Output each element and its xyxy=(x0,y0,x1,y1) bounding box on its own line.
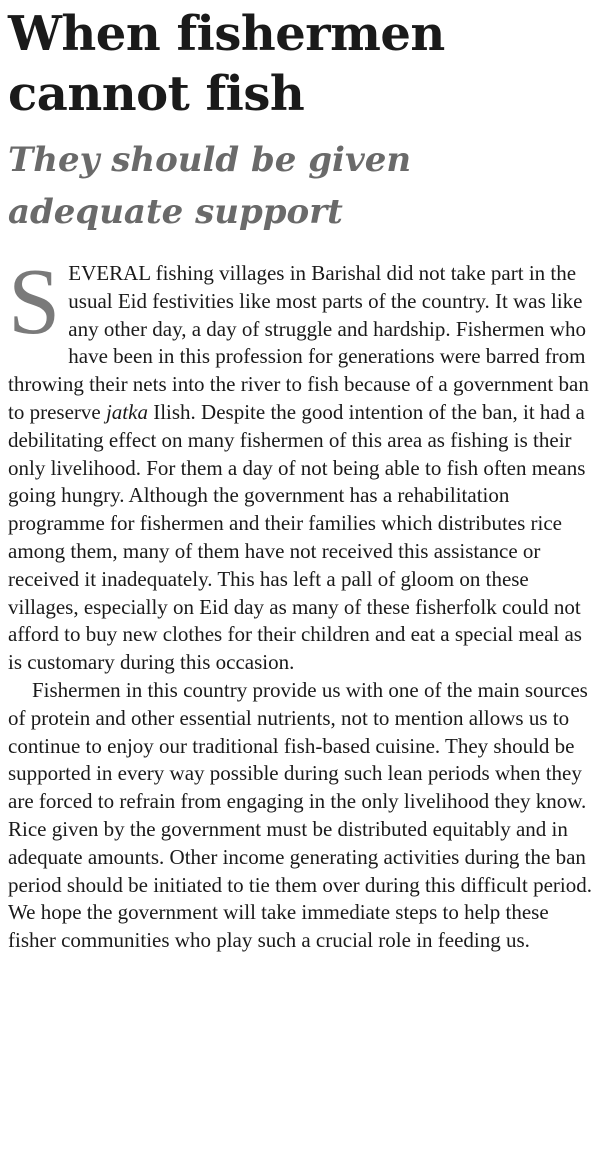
paragraph-2: Fishermen in this country provide us with one of the main sources of protein and other essential nutrients, not to mention allows us to continue to enjoy our traditional fish-based cuisine. They should be supported in every way possible during such lean periods when they are forced to refrain from engaging in the only livelihood they know. Rice given by the government must be distributed equitably and in adequate amounts. Other income generating activities during the ban period should be initiated to tie them over during this difficult period. We hope the government will take immediate steps to help these fisher communities who play such a crucial role in feeding us. xyxy=(8,677,593,953)
editorial-article xyxy=(8,4,600,955)
paragraph-1-text-a: EVERAL fishing villages in Barishal did not take part in the usual Eid festivities like most parts of the country. It was like any other day, a day of struggle and hardship. Fishermen who have been in this profession for generations were barred from throwing their nets into the river to fish because of a government ban to preserve xyxy=(8,261,589,424)
paragraph-1 xyxy=(8,250,600,677)
headline: When fishermen cannot fish xyxy=(8,6,445,122)
paragraph-1-italic: jatka xyxy=(105,399,148,424)
article-body xyxy=(8,250,600,955)
paragraph-1-text-b: Ilish. Despite the good intention of the ban, it had a debilitating effect on many fishermen of this area as fishing is their only livelihood. For them a day of not being able to fish often means going hungry. Although the government has a rehabilitation programme for fishermen and their families which distributes rice among them, many of them have not received this assistance or received it inadequately. This has left a pall of gloom on these villages, especially on Eid day as many of these fisherfolk could not afford to buy new clothes for their children and eat a special meal as is customary during this occasion. xyxy=(8,399,586,675)
drop-cap: S xyxy=(8,250,61,354)
subheadline: They should be given adequate support xyxy=(8,140,412,232)
